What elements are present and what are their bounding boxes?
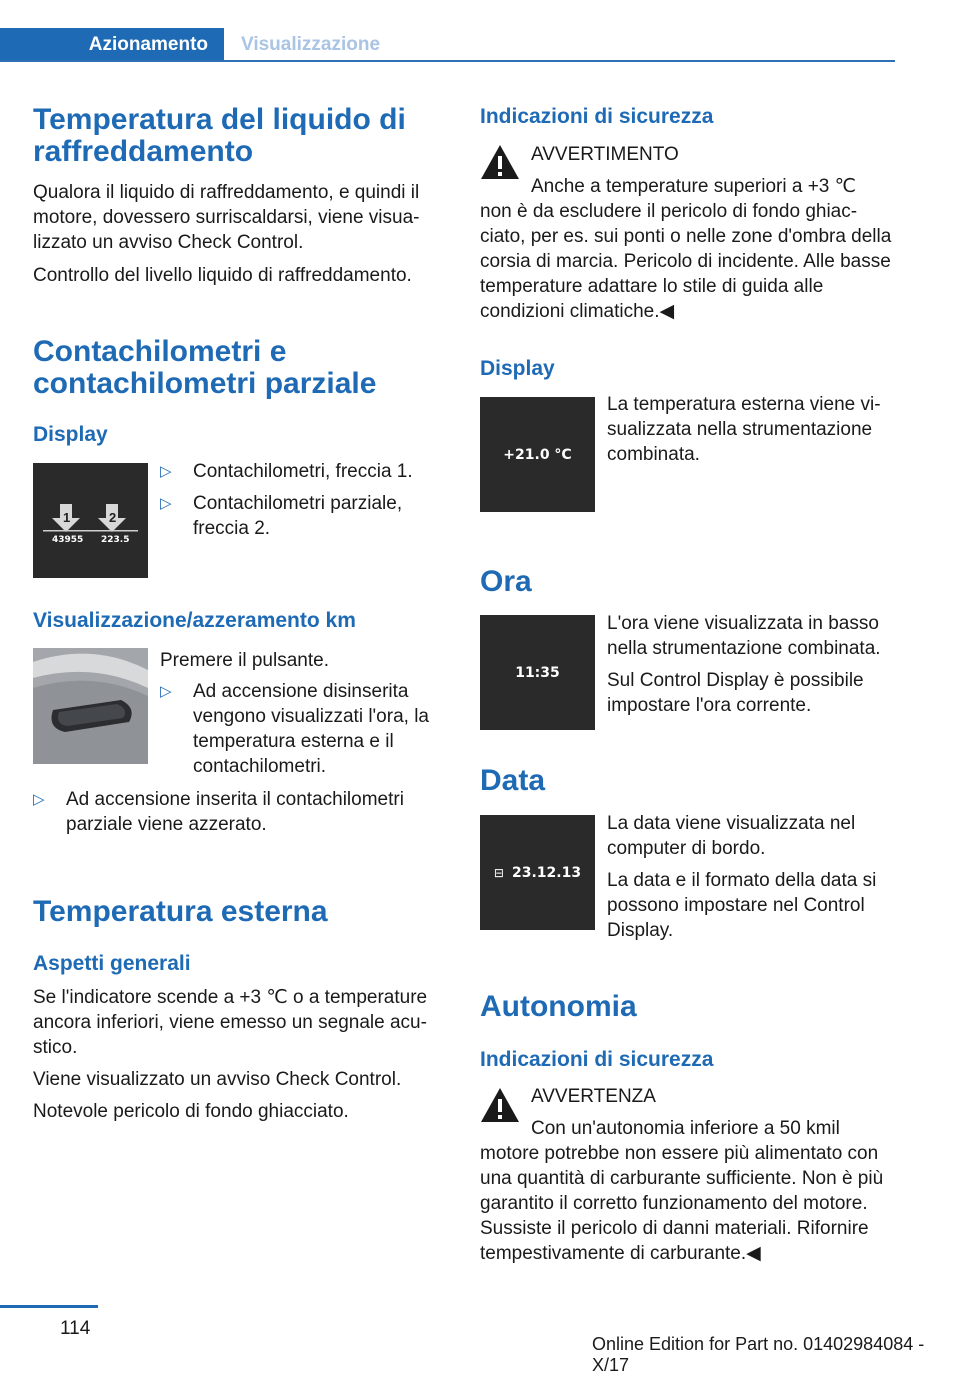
- list-item: ▷ Ad accensione inserita il contachilometri parziale viene azzerato.: [33, 789, 404, 835]
- triangle-bullet-icon: ▷: [160, 463, 172, 480]
- temperature-display-image: [480, 397, 595, 512]
- outside-temp-paragraph-2: Viene visualizzato un avviso Check Control.: [33, 1069, 402, 1090]
- reset-intro: Premere il pulsante.: [160, 650, 329, 671]
- calendar-icon: ⊟: [493, 865, 504, 880]
- general-heading: Aspetti generali: [33, 952, 191, 975]
- date-screen-value: 23.12.13: [511, 864, 582, 881]
- tab-azionamento[interactable]: Azionamento: [0, 28, 224, 62]
- coolant-paragraph-1: Qualora il liquido di raffreddamento, e quindi il motore, dovessero surriscaldarsi, viene visua‐lizzato un avviso Check Control.: [33, 182, 420, 253]
- range-warning-label: AVVERTENZA: [531, 1086, 656, 1107]
- coolant-paragraph-2: Controllo del livello liquido di raffreddamento.: [33, 265, 412, 286]
- display-text: La temperatura esterna viene vi‐sualizzata nella strumentazione combinata.: [607, 394, 881, 465]
- warning-text: non è da escludere il pericolo di fondo ghiac‐ciato, per es. sui ponti o nelle zone d'ombra della corsia di marcia. Pericolo di incidente. Alle basse temperature adattare lo stile di guida alle condizioni climatiche.◀: [480, 201, 892, 322]
- edition-note: Online Edition for Part no. 01402984084 - X/17: [592, 1334, 925, 1375]
- list-item: ▷ Contachilometri, freccia 1.: [160, 461, 413, 482]
- warning-text-first-line: Anche a temperature superiori a +3 ℃: [531, 176, 856, 197]
- list-item: ▷ Ad accensione disinserita vengono visualizzati l'ora, la temperatura esterna e il contachilometri.: [160, 681, 429, 777]
- list-item: ▷ Contachilometri parziale, freccia 2.: [160, 493, 403, 539]
- date-display-image: [480, 815, 595, 930]
- range-safety-heading: Indicazioni di sicurezza: [480, 1048, 714, 1071]
- temperature-screen-value: +21.0 °C: [503, 446, 572, 463]
- page-number: 114: [60, 1318, 91, 1339]
- reset-button-graphic: [33, 648, 148, 764]
- date-paragraph-2: La data e il formato della data si possono impostare nel Control Display.: [607, 870, 877, 941]
- time-screen-value: 11:35: [515, 664, 560, 681]
- odometer-arrows-graphic: [33, 463, 148, 578]
- warning-triangle-icon: [480, 144, 520, 180]
- safety-heading: Indicazioni di sicurezza: [480, 105, 714, 128]
- triangle-bullet-icon: ▷: [160, 495, 172, 512]
- date-paragraph-1: La data viene visualizzata nel computer di bordo.: [607, 813, 856, 859]
- reset-heading: Visualizzazione/azzeramento km: [33, 609, 356, 632]
- range-warning-text: motore potrebbe non essere più alimentato con una quantità di carburante sufficiente. Non è più garantito il corretto funzionamento del motore. Sussiste il pericolo di danni materiali. Rifornire tempestivamente di carburante.◀: [480, 1143, 884, 1264]
- header-bar: [0, 28, 895, 62]
- odometer-title: Contachilometri e contachilometri parziale: [33, 335, 377, 400]
- display-heading: Display: [480, 357, 555, 380]
- outside-temp-title: Temperatura esterna: [33, 895, 328, 928]
- outside-temp-paragraph-3: Notevole pericolo di fondo ghiacciato.: [33, 1101, 349, 1122]
- reset-button-image: [33, 648, 148, 764]
- range-warning-text-first-line: Con un'autonomia inferiore a 50 kmil: [531, 1118, 840, 1139]
- odometer-display-heading: Display: [33, 423, 108, 446]
- header-rule: [0, 60, 895, 62]
- warning-label: AVVERTIMENTO: [531, 144, 679, 165]
- triangle-bullet-icon: ▷: [33, 791, 45, 808]
- time-title: Ora: [480, 565, 532, 598]
- display-divider: [43, 530, 138, 532]
- range-title: Autonomia: [480, 990, 637, 1023]
- footer-rule: [0, 1305, 98, 1308]
- trip-value: 223.5: [101, 535, 130, 545]
- coolant-title: Temperatura del liquido di raffreddamento: [33, 103, 406, 168]
- date-screen: [480, 865, 595, 881]
- time-paragraph-2: Sul Control Display è possibile impostare l'ora corrente.: [607, 670, 864, 716]
- date-title: Data: [480, 764, 546, 797]
- outside-temp-paragraph-1: Se l'indicatore scende a +3 ℃ o a temperature ancora inferiori, viene emesso un segnale acu‐stico.: [33, 987, 428, 1058]
- tab-visualizzazione[interactable]: Visualizzazione: [241, 34, 381, 55]
- warning-triangle-icon: [480, 1087, 520, 1123]
- arrow-1-label: 1: [63, 510, 71, 525]
- time-display-image: [480, 615, 595, 730]
- arrow-2-label: 2: [109, 510, 117, 525]
- triangle-bullet-icon: ▷: [160, 683, 172, 700]
- odometer-value: 43955: [52, 535, 84, 545]
- odometer-display-image: [33, 463, 148, 578]
- time-paragraph-1: L'ora viene visualizzata in basso nella strumentazione combinata.: [607, 613, 881, 659]
